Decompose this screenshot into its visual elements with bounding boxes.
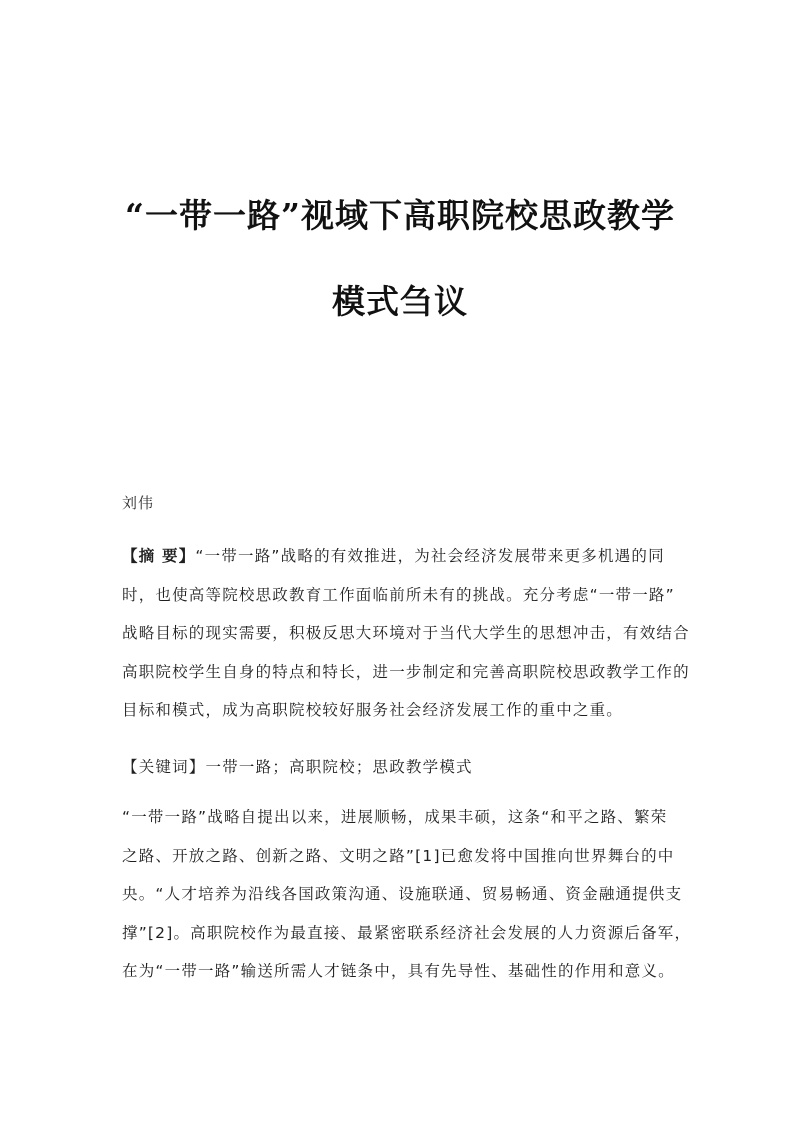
body-line-4: 撑”[2]。高职院校作为最直接、最紧密联系经济社会发展的人力资源后备军， xyxy=(122,923,692,942)
abstract-line-3: 战略目标的现实需要，积极反思大环境对于当代大学生的思想冲击，有效结合 xyxy=(122,624,690,643)
abstract-line-5: 目标和模式，成为高职院校较好服务社会经济发展工作的重中之重。 xyxy=(122,701,624,720)
keywords-label: 【关键词】 xyxy=(122,758,206,776)
body-line-5: 在为“一带一路”输送所需人才链条中，具有先导性、基础性的作用和意义。 xyxy=(122,962,675,981)
keywords-section xyxy=(122,748,678,787)
abstract-line-4: 高职院校学生自身的特点和特长，进一步制定和完善高职院校思政教学工作的 xyxy=(122,662,690,681)
abstract-label: 【摘 要】 xyxy=(122,547,196,565)
author-name: 刘伟 xyxy=(122,494,155,512)
body-line-2: 之路、开放之路、创新之路、文明之路”[1]已愈发将中国推向世界舞台的中 xyxy=(122,846,675,865)
body-line-3: 央。“人才培养为沿线各国政策沟通、设施联通、贸易畅通、资金融通提供支 xyxy=(122,885,683,904)
body-line-1: “一带一路”战略自提出以来，进展顺畅，成果丰硕，这条“和平之路、繁荣 xyxy=(122,808,668,826)
keywords-text: 一带一路；高职院校；思政教学模式 xyxy=(205,758,473,776)
paper-title-line-1: “一带一路”视域下高职院校思政教学 xyxy=(125,196,675,235)
abstract-line-2: 时，也使高等院校思政教育工作面临前所未有的挑战。充分考虑“一带一路” xyxy=(122,585,675,604)
paper-title-line-2: 模式刍议 xyxy=(332,282,468,321)
body-paragraph-1 xyxy=(122,798,692,991)
abstract-line-1: 【摘 要】“一带一路”战略的有效推进，为社会经济发展带来更多机遇的同 xyxy=(122,547,665,565)
abstract-section xyxy=(122,537,690,730)
